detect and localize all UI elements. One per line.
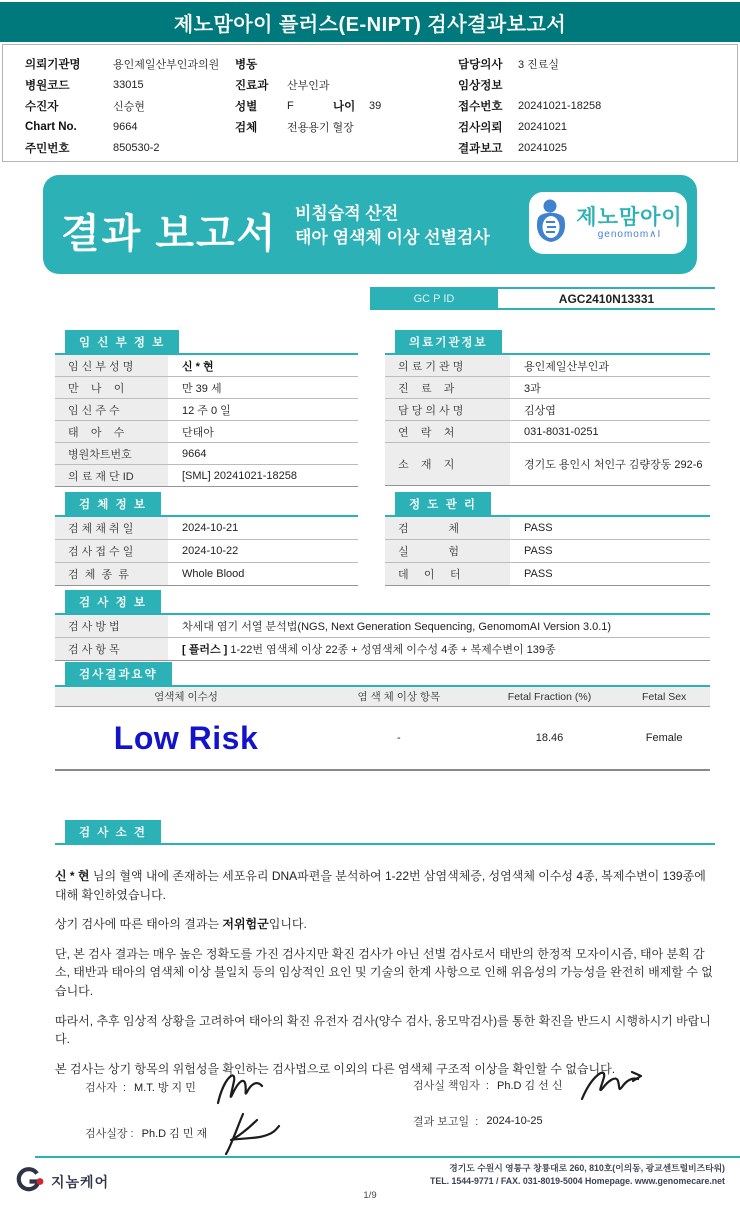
section-header [55, 662, 710, 687]
patient-header-col3 [458, 53, 601, 158]
table-row [55, 355, 358, 377]
summary-col-fetal-sex: Fetal Sex [641, 690, 687, 703]
field-value: 산부인과 [287, 79, 330, 92]
header-row [458, 74, 601, 95]
lab-director-name: Ph.D 김 선 신 [496, 1080, 563, 1092]
row-label: 검 체 [385, 517, 510, 539]
genomom-logo-name: 제노맘아이 [576, 205, 683, 229]
field-value: 39 [369, 99, 382, 112]
row-value: 차세대 염기 서열 분석법(NGS, Next Generation Sequencing, GenomomAI Version 3.0.1) [182, 621, 612, 633]
field-label: 병원코드 [25, 79, 70, 92]
mother-info-table [55, 330, 358, 487]
row-label: 검 체 채 취 일 [55, 517, 168, 539]
result-banner [43, 175, 697, 274]
field-label: 결과보고 [458, 142, 503, 155]
table-row [385, 399, 710, 421]
field-value: 33015 [113, 78, 144, 91]
row-value [168, 638, 556, 660]
risk-result-value: Low Risk [113, 719, 259, 756]
field-label: 검사의뢰 [458, 121, 503, 134]
row-value: PASS [524, 568, 553, 580]
section-header [55, 820, 715, 845]
table-row [55, 638, 710, 661]
gcp-id-value: AGC2410N13331 [498, 287, 715, 310]
section-title: 검 체 정 보 [65, 492, 161, 515]
header-row [235, 53, 381, 74]
row-value: 12 주 0 일 [182, 404, 231, 417]
table-row [385, 377, 710, 399]
header-row [25, 95, 219, 116]
row-value: 3과 [524, 382, 541, 395]
section-title: 임 신 부 정 보 [65, 330, 179, 353]
field-label: 접수번호 [458, 100, 503, 113]
table-row [385, 355, 710, 377]
patient-header-col2 [235, 53, 381, 137]
row-label: 소 재 지 [385, 443, 510, 485]
row-label: 만 나 이 [55, 377, 168, 398]
table-row [385, 563, 710, 586]
section-header [385, 330, 710, 355]
row-value: [SML] 20241021-18258 [182, 469, 297, 482]
table-row [385, 540, 710, 563]
signature-block [55, 1055, 715, 1155]
field-value: 전용용기 혈장 [287, 121, 354, 134]
header-row [458, 116, 601, 137]
table-row-address [385, 443, 710, 486]
header-row [235, 116, 381, 137]
row-value: PASS [524, 545, 553, 557]
row-label: 임 신 부 성 명 [55, 355, 168, 376]
field-label: 나이 [333, 100, 356, 113]
row-value: 031-8031-0251 [524, 425, 599, 438]
report-date-value: 2024-10-25 [486, 1115, 543, 1127]
row-value: 김상엽 [524, 404, 556, 417]
section-title: 검 사 소 견 [65, 820, 161, 843]
page-number: 1/9 [363, 1190, 377, 1201]
row-label: 의 료 재 단 ID [55, 465, 168, 486]
row-label: 의 료 기 관 명 [385, 355, 510, 376]
row-value: 경기도 용인시 처인구 김량장동 292-6 [524, 459, 703, 471]
table-row [55, 443, 358, 465]
table-row [55, 563, 358, 586]
genomom-logo-text [576, 206, 682, 240]
field-label: 검체 [235, 121, 258, 134]
field-value: 용인제일산부인과의원 [113, 58, 220, 71]
field-value: 신승현 [113, 100, 145, 113]
row-label: 검 사 접 수 일 [55, 540, 168, 562]
table-row [55, 421, 358, 443]
report-title: 제노맘아이 플러스(E-NIPT) 검사결과보고서 [173, 13, 567, 36]
section-header [55, 492, 358, 517]
genomom-logo [529, 192, 687, 254]
table-row [55, 465, 358, 487]
opinion-text: 상기 검사에 따른 태아의 결과는 [55, 917, 223, 932]
table-row [55, 517, 358, 540]
examiner-signature-row [85, 1065, 268, 1109]
row-value: 단태아 [182, 426, 214, 439]
opinion-paragraph: 따라서, 추후 임상적 상황을 고려하여 태아의 확진 유전자 검사(양수 검사, 융모막검사)를 통한 확진을 반드시 시행하시기 바랍니다. [55, 1013, 711, 1047]
row-label: 진 료 과 [385, 377, 510, 398]
header-row [458, 53, 601, 74]
row-label: 검 체 종 류 [55, 563, 168, 585]
patient-header-col1 [25, 53, 219, 158]
header-row [458, 95, 601, 116]
summary-result-row [55, 707, 710, 771]
header-row [25, 74, 219, 95]
row-label: 검 사 항 목 [55, 638, 168, 660]
lab-director-signature-row [413, 1065, 643, 1105]
lab-chief-label: 검사실장 : [85, 1128, 134, 1140]
field-value: 20241025 [518, 141, 567, 154]
header-row [25, 53, 219, 74]
field-value: 20241021-18258 [518, 99, 602, 112]
gcp-id-row [370, 287, 715, 310]
summary-col-abnormality: 염 색 체 이상 항목 [357, 691, 441, 703]
lab-director-label: 검사실 책임자 : [413, 1080, 489, 1092]
row-label: 태 아 수 [55, 421, 168, 442]
patient-header-box [2, 44, 738, 162]
opinion-paragraph [55, 867, 715, 904]
examiner-signature-icon [210, 1065, 268, 1109]
genomecare-company-name: 지놈케어 [51, 1174, 110, 1190]
row-value: 만 39 세 [182, 382, 222, 395]
section-header [385, 492, 710, 517]
fetal-fraction-value: 18.46 [535, 732, 564, 744]
lab-chief-signature-row [85, 1110, 281, 1156]
table-row [55, 399, 358, 421]
lab-chief-name: Ph.D 김 민 재 [141, 1128, 208, 1140]
genomom-mother-baby-icon [533, 198, 569, 249]
field-value: 9664 [113, 120, 138, 133]
field-label: 수진자 [25, 100, 59, 113]
header-row-sex-age [235, 95, 381, 116]
section-title: 정 도 관 리 [395, 492, 491, 515]
header-row [25, 137, 219, 158]
patient-name-bold: 신 * 현 [55, 869, 90, 883]
result-summary-table [55, 662, 710, 771]
genomom-logo-subname: genomom∧I [597, 229, 662, 241]
banner-title: 결과 보고서 [61, 212, 278, 256]
gcp-id-label: GC P ID [370, 287, 498, 310]
summary-col-aneuploidy: 염색체 이수성 [154, 691, 218, 703]
report-title-bar [0, 2, 740, 42]
row-label: 검 사 방 법 [55, 615, 168, 637]
opinion-paragraph [55, 915, 715, 934]
opinion-paragraph: 본 검사는 상기 항목의 위험성을 확인하는 검사법으로 이외의 다른 염색체 구조적 이상을 확인할 수 없습니다. [55, 1061, 616, 1076]
footer-address: 경기도 수원시 영통구 창룡대로 260, 810호(이의동, 광교센트럴비즈타워) [449, 1163, 725, 1173]
report-date-row [413, 1113, 543, 1129]
field-value: 850530-2 [113, 141, 160, 154]
report-date-label: 결과 보고일 : [413, 1116, 479, 1128]
specimen-info-table [55, 492, 358, 586]
field-label: 주민번호 [25, 142, 70, 155]
section-header [55, 330, 358, 355]
row-value: Whole Blood [182, 568, 245, 580]
row-label: 임 신 주 수 [55, 399, 168, 420]
table-row [385, 517, 710, 540]
row-value: 신 * 현 [182, 360, 214, 373]
row-label: 병원차트번호 [55, 443, 168, 464]
fetal-sex-value: Female [645, 732, 683, 744]
field-label: 의뢰기관명 [25, 58, 81, 71]
row-label: 연 락 처 [385, 421, 510, 442]
field-label: 진료과 [235, 79, 269, 92]
summary-col-fetal-fraction: Fetal Fraction (%) [507, 690, 592, 703]
field-label: 성별 [235, 100, 258, 113]
field-value: 3 진료실 [518, 58, 560, 71]
opinion-body [55, 845, 715, 1078]
opinion-paragraph: 단, 본 검사 결과는 매우 높은 정확도를 가진 검사지만 확진 검사가 아닌 선별 검사로서 태반의 한정적 모자이시즘, 태아 분획 감소, 태반과 태아의 염색체 이상 불일치 등의 임상적인 요인 및 기술의 한계 사항으로 인해 위음성의 가능성을 완전히 배제할 수 없습니다. [55, 946, 713, 998]
banner-subtitle-line1: 비침습적 산전 [295, 204, 399, 223]
field-value: 20241021 [518, 120, 567, 133]
opinion-text: 입니다. [268, 917, 307, 932]
lab-director-signature-icon [577, 1065, 643, 1105]
footer-address-block [430, 1162, 725, 1188]
examiner-name: M.T. 방 지 민 [134, 1082, 196, 1094]
test-info-table [55, 590, 710, 661]
header-row [458, 137, 601, 158]
lab-chief-signature-icon [221, 1110, 281, 1156]
table-row [55, 377, 358, 399]
banner-subtitle-line2: 태아 염색체 이상 선별검사 [295, 227, 490, 247]
row-value: 2024-10-21 [182, 522, 239, 534]
test-items-prefix: [ 플러스 ] [182, 644, 228, 656]
row-value: 9664 [182, 447, 207, 460]
abnormality-value: - [397, 732, 401, 744]
field-label: 임상정보 [458, 79, 503, 92]
opinion-text: 님의 혈액 내에 존재하는 세포유리 DNA파편을 분석하여 1-22번 삼염색체증, 성염색체 이수성 4종, 복제수변이 139종에 대해 확인하였습니다. [55, 869, 706, 902]
field-value: F [287, 99, 294, 112]
table-row [55, 615, 710, 638]
test-items-text: 1-22번 염색체 이상 22종 + 성염색체 이수성 4종 + 복제수변이 139종 [227, 644, 556, 656]
section-header [55, 590, 710, 615]
qc-table [385, 492, 710, 586]
row-value: 용인제일산부인과 [524, 360, 610, 373]
section-title: 검사결과요약 [65, 662, 172, 685]
footer-contact: TEL. 1544-9771 / FAX. 031-8019-5004 Homepage. www.genomecare.net [430, 1175, 725, 1186]
opinion-section [55, 820, 715, 1089]
field-label: 담당의사 [458, 58, 503, 71]
row-label: 데 이 터 [385, 563, 510, 585]
risk-group-bold: 저위험군 [222, 917, 269, 932]
row-label: 실 험 [385, 540, 510, 562]
banner-subtitle [295, 202, 490, 250]
clinic-info-table [385, 330, 710, 486]
footer-divider [35, 1156, 740, 1158]
row-label: 담 당 의 사 명 [385, 399, 510, 420]
header-row [235, 74, 381, 95]
header-row [25, 116, 219, 137]
examiner-label: 검사자 : [85, 1082, 127, 1094]
table-row [385, 421, 710, 443]
summary-header-row [55, 687, 710, 707]
table-row [55, 540, 358, 563]
section-title: 검 사 정 보 [65, 590, 161, 613]
row-value: 2024-10-22 [182, 545, 239, 557]
row-value: PASS [524, 522, 553, 534]
section-title: 의료기관정보 [395, 330, 502, 353]
field-label: Chart No. [25, 120, 77, 133]
field-label: 병동 [235, 58, 258, 71]
